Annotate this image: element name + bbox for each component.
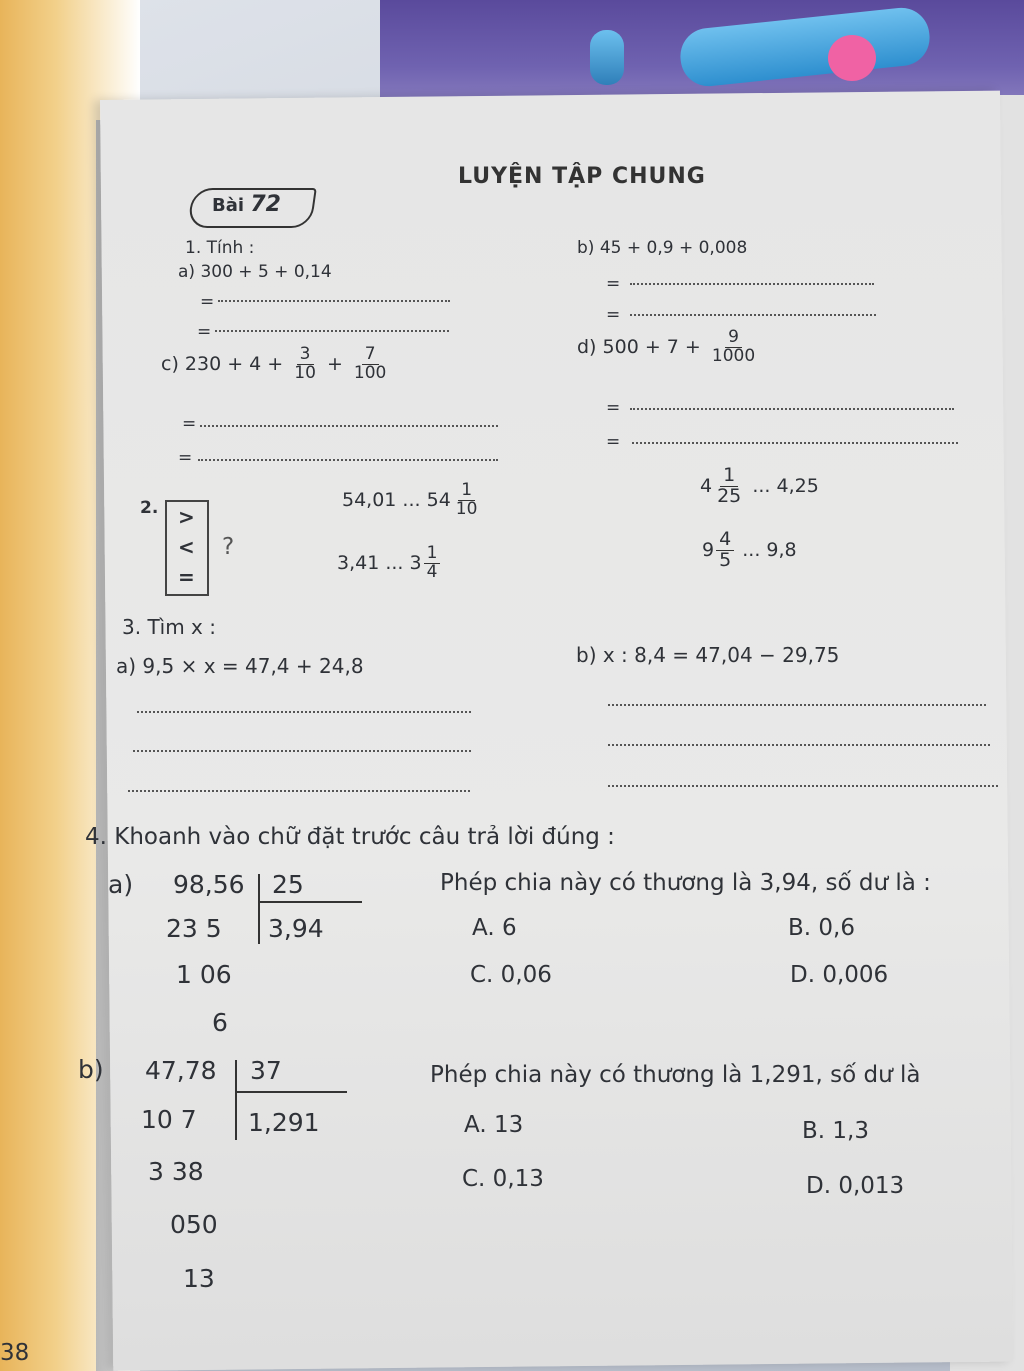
ex1-b-line1[interactable] xyxy=(630,283,874,285)
ex3-a-line2[interactable] xyxy=(133,750,471,752)
ex4b-option-d[interactable]: D. 0,013 xyxy=(806,1173,905,1199)
ex4a-question: Phép chia này có thương là 3,94, số dư là : xyxy=(440,870,931,896)
ex4a-division-bar xyxy=(258,874,260,944)
ex1-c-eq2: = xyxy=(178,448,193,468)
ex1-d-eq2: = xyxy=(606,432,621,452)
ex4a-option-d[interactable]: D. 0,006 xyxy=(790,962,889,988)
ex1-a-eq2: = xyxy=(197,322,212,342)
ex2-number: 2. xyxy=(140,498,159,518)
ex1-d-eq1: = xyxy=(606,398,621,418)
ex1-b-line2[interactable] xyxy=(630,314,876,316)
ex2-row1-left: 54,01 ... 54 $\frac{1}{10}$ xyxy=(342,482,482,519)
ex4a-division-line xyxy=(258,901,362,903)
ex4a-step1: 23 5 xyxy=(166,914,222,943)
ex4b-divisor: 37 xyxy=(250,1056,282,1085)
ex3-b: b) x : 8,4 = 47,04 − 29,75 xyxy=(576,643,840,667)
ex2-row2-left: 3,41 ... 3 $\frac{1}{4}$ xyxy=(337,545,442,582)
ex4b-division-line xyxy=(235,1091,347,1093)
ex1-heading: 1. Tính : xyxy=(185,238,255,258)
ex4a-step2: 1 06 xyxy=(176,960,232,989)
ex4b-step2: 3 38 xyxy=(148,1157,204,1186)
ex4a-option-c[interactable]: C. 0,06 xyxy=(470,962,552,988)
ex4b-division-bar xyxy=(235,1060,237,1140)
ex2-row2-right: 9 $\frac{4}{5}$ ... 9,8 xyxy=(702,528,797,571)
ex4b-step1: 10 7 xyxy=(141,1105,197,1134)
ex1-d-line1[interactable] xyxy=(630,408,954,410)
ex4b-quotient: 1,291 xyxy=(248,1108,320,1137)
ex3-a-line3[interactable] xyxy=(128,790,470,792)
ex4b-dividend: 47,78 xyxy=(145,1056,217,1085)
ex1-c-frac2: $\frac{7}{100}$ xyxy=(353,344,387,383)
ex1-d: d) 500 + 7 + $\frac{9}{1000}$ xyxy=(577,329,760,366)
ex1-c-line1[interactable] xyxy=(200,425,498,427)
lesson-badge-text: Bài 72 xyxy=(212,192,281,217)
ex3-heading: 3. Tìm x : xyxy=(122,615,216,639)
ex4a-dividend: 98,56 xyxy=(173,870,245,899)
eraser xyxy=(828,35,876,81)
ex1-c-frac1: $\frac{3}{10}$ xyxy=(294,344,316,383)
ex1-c-line2[interactable] xyxy=(198,459,498,461)
ex1-a-line2[interactable] xyxy=(215,330,449,332)
ex1-a-line1[interactable] xyxy=(218,300,450,302)
symbol-equal: = xyxy=(178,565,195,589)
ex4b-option-a[interactable]: A. 13 xyxy=(464,1112,524,1138)
ex4a-option-b[interactable]: B. 0,6 xyxy=(788,915,855,941)
ex4b-step4: 13 xyxy=(183,1264,215,1293)
ex1-a-eq1: = xyxy=(200,292,215,312)
symbol-less: < xyxy=(178,535,195,559)
ex3-b-line1[interactable] xyxy=(608,704,986,706)
ex1-c: c) 230 + 4 + $\frac{3}{10}$ + $\frac{7}{100}$ xyxy=(161,346,391,383)
ex1-b-eq1: = xyxy=(606,274,621,294)
pen-cap xyxy=(590,30,624,85)
ex4a-divisor: 25 xyxy=(272,870,304,899)
ex1-c-eq1: = xyxy=(182,414,197,434)
ex4a-step3: 6 xyxy=(212,1008,228,1037)
ex3-b-line2[interactable] xyxy=(608,744,990,746)
ex2-r2r-frac: $\frac{4}{5}$ xyxy=(716,530,734,571)
page-number: 38 xyxy=(0,1340,30,1366)
ex4b-label: b) xyxy=(78,1055,104,1084)
ex2-r1r-frac: $\frac{1}{25}$ xyxy=(717,464,742,507)
ex4b-step3: 050 xyxy=(170,1210,218,1239)
ex4b-option-c[interactable]: C. 0,13 xyxy=(462,1166,544,1192)
symbol-greater: > xyxy=(178,505,195,529)
ex3-a: a) 9,5 × x = 47,4 + 24,8 xyxy=(116,654,364,678)
ex3-b-line3[interactable] xyxy=(608,785,998,787)
ex2-question-mark: ? xyxy=(222,534,235,560)
page-title: LUYỆN TẬP CHUNG xyxy=(458,164,706,189)
ex3-a-line1[interactable] xyxy=(137,711,471,713)
ex4a-option-a[interactable]: A. 6 xyxy=(472,915,517,941)
ex4a-quotient: 3,94 xyxy=(268,914,324,943)
ex2-row1-right: 4 $\frac{1}{25}$ ... 4,25 xyxy=(700,464,819,507)
ex4a-label: a) xyxy=(108,870,134,899)
ex1-d-line2[interactable] xyxy=(632,442,958,444)
ex2-r1-frac: $\frac{1}{10}$ xyxy=(455,480,478,519)
ex1-b-eq2: = xyxy=(606,305,621,325)
ex1-a: a) 300 + 5 + 0,14 xyxy=(178,262,332,282)
ex4-heading: 4. Khoanh vào chữ đặt trước câu trả lời đúng : xyxy=(85,824,615,850)
ex4b-option-b[interactable]: B. 1,3 xyxy=(802,1118,869,1144)
ex1-b: b) 45 + 0,9 + 0,008 xyxy=(577,238,748,258)
ex4b-question: Phép chia này có thương là 1,291, số dư là xyxy=(430,1062,921,1088)
ex2-r2-frac: $\frac{1}{4}$ xyxy=(424,545,441,582)
ex1-d-frac: $\frac{9}{1000}$ xyxy=(711,327,756,366)
